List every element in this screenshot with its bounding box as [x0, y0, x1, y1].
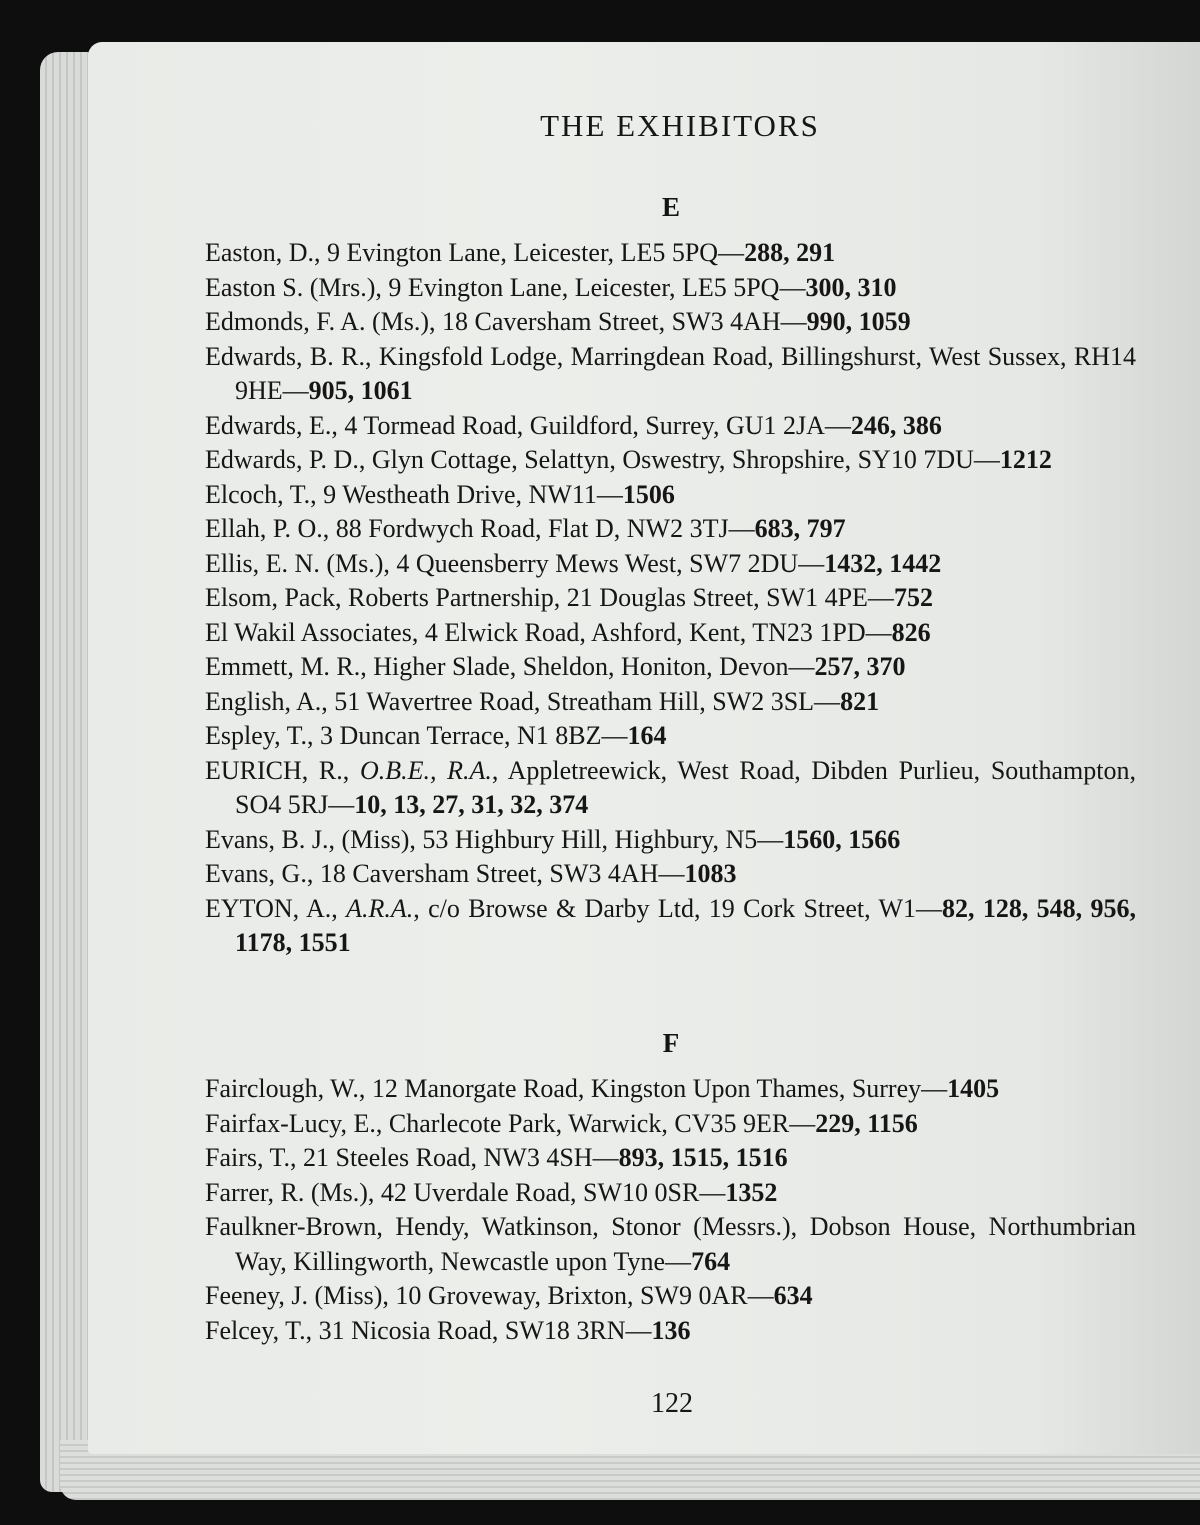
catalogue-numbers: 826 [891, 617, 931, 647]
section-letter-f: F [662, 1028, 680, 1058]
catalogue-numbers: 893, 1515, 1516 [618, 1143, 788, 1172]
list-item: Edmonds, F. A. (Ms.), 18 Caversham Street, SW3 4AH—990, 1059 [205, 307, 911, 336]
catalogue-numbers: 752 [893, 583, 933, 612]
catalogue-numbers: 905, 1061 [308, 376, 413, 405]
page-number: 122 [651, 1388, 693, 1419]
list-item: Ellis, E. N. (Ms.), 4 Queensberry Mews West, SW7 2DU—1432, 1442 [205, 548, 942, 578]
section-f-entries [205, 1072, 1136, 1348]
catalogue-numbers: 634 [773, 1281, 813, 1310]
running-head: THE EXHIBITORS [540, 108, 820, 143]
list-item: Faulkner-Brown, Hendy, Watkinson, Stonor (Messrs.), Dobson House, Northumbrian Way, Killingworth, Newcastle upon Tyne—764 [205, 1212, 1136, 1276]
catalogue-numbers: 246, 386 [850, 410, 942, 440]
catalogue-numbers: 1083 [684, 859, 737, 888]
list-item: Elsom, Pack, Roberts Partnership, 21 Douglas Street, SW1 4PE—752 [205, 583, 933, 612]
list-item: Feeney, J. (Miss), 10 Groveway, Brixton, SW9 0AR—634 [205, 1281, 813, 1310]
catalogue-numbers: 229, 1156 [815, 1108, 918, 1138]
list-item: Felcey, T., 31 Nicosia Road, SW18 3RN—136 [205, 1315, 691, 1345]
list-item: EURICH, R., O.B.E., R.A., Appletreewick, West Road, Dibden Purlieu, Southampton, SO4 5RJ—10, 13, 27, 31, 32, 374 [205, 755, 1136, 819]
list-item: Ellah, P. O., 88 Fordwych Road, Flat D, NW2 3TJ—683, 797 [205, 514, 846, 543]
section-letter-e: E [661, 192, 680, 222]
list-item: Edwards, P. D., Glyn Cottage, Selattyn, Oswestry, Shropshire, SY10 7DU—1212 [205, 445, 1052, 474]
list-item: Fairfax-Lucy, E., Charlecote Park, Warwick, CV35 9ER—229, 1156 [205, 1108, 918, 1138]
catalogue-numbers: 1560, 1566 [783, 824, 901, 854]
catalogue-numbers: 257, 370 [814, 652, 906, 681]
catalogue-numbers: 1432, 1442 [824, 548, 942, 578]
list-item: Fairs, T., 21 Steeles Road, NW3 4SH—893, 1515, 1516 [205, 1143, 788, 1172]
list-item: Emmett, M. R., Higher Slade, Sheldon, Honiton, Devon—257, 370 [205, 652, 906, 681]
catalogue-numbers: 1352 [725, 1177, 778, 1207]
list-item: Espley, T., 3 Duncan Terrace, N1 8BZ—164 [205, 721, 667, 750]
catalogue-numbers: 1506 [622, 479, 675, 509]
section-e-entries [205, 236, 1136, 961]
list-item: Easton, D., 9 Evington Lane, Leicester, LE5 5PQ—288, 291 [205, 238, 836, 267]
list-item: Easton S. (Mrs.), 9 Evington Lane, Leicester, LE5 5PQ—300, 310 [205, 272, 897, 302]
catalogue-numbers: 1212 [999, 445, 1052, 474]
list-item: English, A., 51 Wavertree Road, Streatham Hill, SW2 3SL—821 [205, 686, 880, 716]
catalogue-numbers: 764 [691, 1246, 731, 1276]
list-item: Elcoch, T., 9 Westheath Drive, NW11—1506 [205, 479, 675, 509]
catalogue-numbers: 1405 [947, 1074, 1000, 1103]
catalogue-numbers: 82, 128, 548, 956, 1178, 1551 [235, 893, 1137, 957]
list-item: Farrer, R. (Ms.), 42 Uverdale Road, SW10 0SR—1352 [205, 1177, 778, 1207]
catalogue-numbers: 990, 1059 [806, 307, 911, 336]
catalogue-numbers: 288, 291 [744, 238, 836, 267]
list-item: Edwards, E., 4 Tormead Road, Guildford, Surrey, GU1 2JA—246, 386 [205, 410, 942, 440]
honours: A.R.A. [346, 893, 414, 923]
honours: O.B.E., R.A. [359, 755, 492, 785]
list-item: Edwards, B. R., Kingsfold Lodge, Marringdean Road, Billingshurst, West Sussex, RH14 9HE—905, 1061 [205, 341, 1136, 405]
list-item: Evans, B. J., (Miss), 53 Highbury Hill, Highbury, N5—1560, 1566 [205, 824, 901, 854]
list-item: EYTON, A., A.R.A., c/o Browse & Darby Ltd, 19 Cork Street, W1—82, 128, 548, 956, 1178, 1551 [205, 893, 1137, 957]
catalogue-numbers: 136 [651, 1315, 691, 1345]
list-item: El Wakil Associates, 4 Elwick Road, Ashford, Kent, TN23 1PD—826 [205, 617, 931, 647]
catalogue-numbers: 164 [627, 721, 667, 750]
list-item: Fairclough, W., 12 Manorgate Road, Kingston Upon Thames, Surrey—1405 [205, 1074, 1000, 1103]
catalogue-numbers: 821 [840, 686, 880, 716]
list-item: Evans, G., 18 Caversham Street, SW3 4AH—1083 [205, 859, 737, 888]
catalogue-numbers: 10, 13, 27, 31, 32, 374 [354, 790, 589, 819]
catalogue-numbers: 683, 797 [754, 514, 846, 543]
catalogue-numbers: 300, 310 [805, 272, 897, 302]
